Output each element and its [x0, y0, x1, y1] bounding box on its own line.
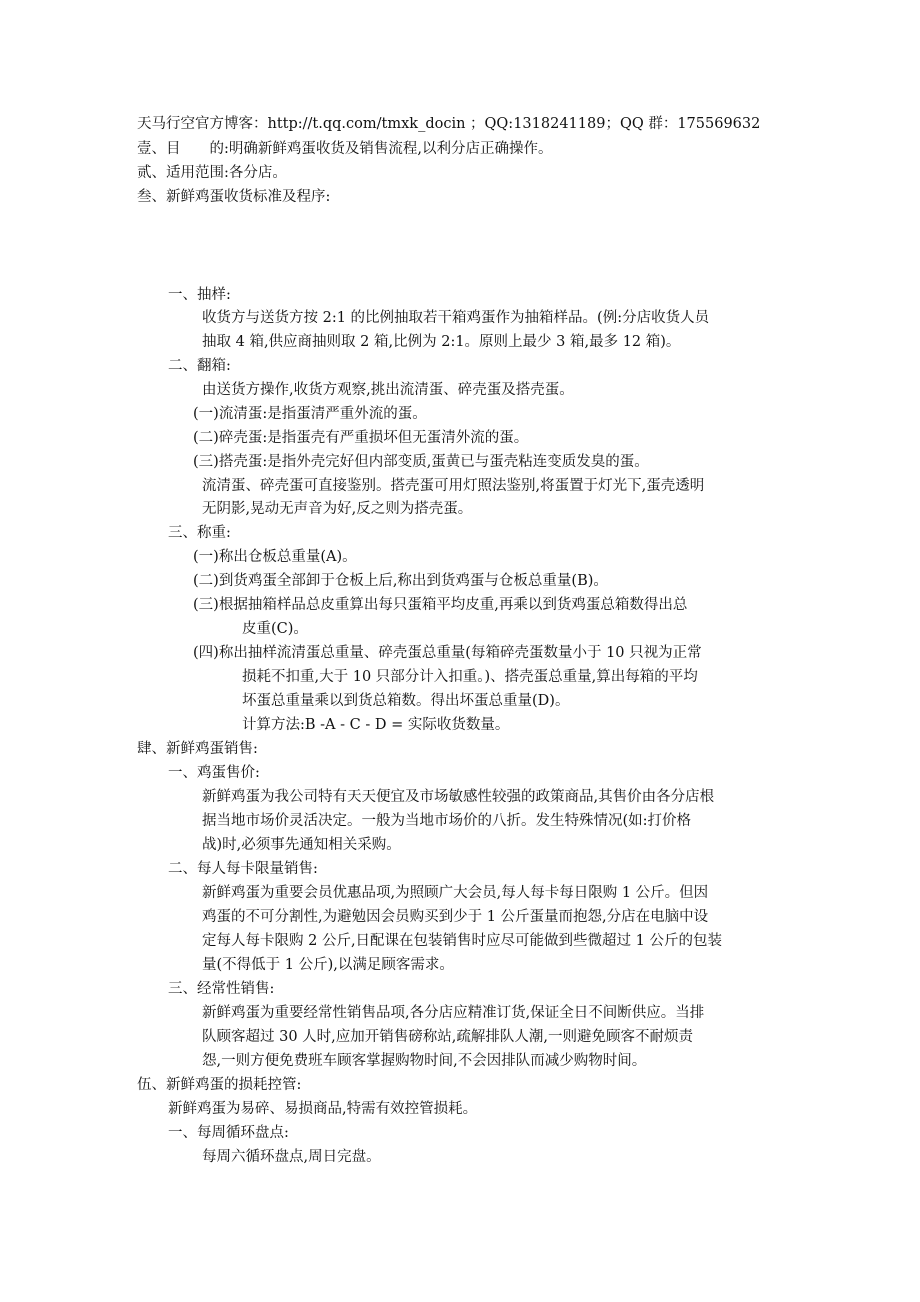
paragraph-line: 收货方与送货方按 2:1 的比例抽取若干箱鸡蛋作为抽箱样品。(例:分店收货人员: [202, 310, 710, 326]
paragraph-line: 战)时,必须事先通知相关采购。: [202, 837, 401, 853]
list-item: (三)搭壳蛋:是指外壳完好但内部变质,蛋黄已与蛋壳粘连变质发臭的蛋。: [193, 454, 649, 470]
section-loss-heading: 伍、新鲜鸡蛋的损耗控管:: [137, 1077, 302, 1093]
paragraph-line: 新鲜鸡蛋为重要会员优惠品项,为照顾广大会员,每人每卡每日限购 1 公斤。但因: [202, 885, 709, 901]
section-purpose: 壹、目 的:明确新鲜鸡蛋收货及销售流程,以利分店正确操作。: [137, 141, 553, 157]
section-sales-heading: 肆、新鲜鸡蛋销售:: [137, 741, 258, 757]
list-item: (一)称出仓板总重量(A)。: [193, 549, 357, 565]
paragraph-line: 新鲜鸡蛋为重要经常性销售品项,各分店应精准订货,保证全日不间断供应。当排: [202, 1005, 705, 1021]
weighing-heading: 三、称重:: [168, 525, 231, 541]
paragraph-line: 抽取 4 箱,供应商抽则取 2 箱,比例为 2:1。原则上最少 3 箱,最多 12 箱)。: [202, 334, 681, 350]
list-item: (二)碎壳蛋:是指蛋壳有严重损坏但无蛋清外流的蛋。: [193, 430, 529, 446]
paragraph-line: 量(不得低于 1 公斤),以满足顾客需求。: [202, 957, 454, 973]
section-scope: 贰、适用范围:各分店。: [137, 165, 287, 181]
list-item-continuation: 皮重(C)。: [242, 621, 308, 637]
price-heading: 一、鸡蛋售价:: [168, 765, 260, 781]
list-item-continuation: 损耗不扣重,大于 10 只部分计入扣重。)、搭壳蛋总重量,算出每箱的平均: [242, 669, 698, 685]
formula-line: 计算方法:B -A - C - D = 实际收货数量。: [242, 717, 510, 733]
paragraph-line: 每周六循环盘点,周日完盘。: [202, 1149, 381, 1165]
paragraph-line: 流清蛋、碎壳蛋可直接鉴别。搭壳蛋可用灯照法鉴别,将蛋置于灯光下,蛋壳透明: [202, 478, 705, 494]
inventory-heading: 一、每周循环盘点:: [168, 1125, 289, 1141]
list-item-continuation: 坏蛋总重量乘以到货总箱数。得出坏蛋总重量(D)。: [242, 693, 570, 709]
paragraph-line: 鸡蛋的不可分割性,为避勉因会员购买到少于 1 公斤蛋量而抱怨,分店在电脑中设: [202, 909, 709, 925]
header-contact: 天马行空官方博客：http://t.qq.com/tmxk_docin ；QQ:1318241189；QQ 群：175569632: [137, 116, 761, 132]
paragraph-line: 怨,一则方便免费班车顾客掌握购物时间,不会因排队而减少购物时间。: [202, 1053, 647, 1069]
sampling-heading: 一、抽样:: [168, 287, 231, 303]
list-item: (三)根据抽箱样品总皮重算出每只蛋箱平均皮重,再乘以到货鸡蛋总箱数得出总: [193, 597, 688, 613]
paragraph-line: 新鲜鸡蛋为易碎、易损商品,特需有效控管损耗。: [168, 1101, 478, 1117]
list-item: (二)到货鸡蛋全部卸于仓板上后,称出到货鸡蛋与仓板总重量(B)。: [193, 573, 608, 589]
section-receiving-heading: 叁、新鲜鸡蛋收货标准及程序:: [137, 189, 331, 205]
regular-sales-heading: 三、经常性销售:: [168, 981, 275, 997]
paragraph-line: 新鲜鸡蛋为我公司特有天天便宜及市场敏感性较强的政策商品,其售价由各分店根: [202, 789, 715, 805]
paragraph-line: 据当地市场价灵活决定。一般为当地市场价的八折。发生特殊情况(如:打价格: [202, 813, 692, 829]
paragraph-line: 无阴影,晃动无声音为好,反之则为搭壳蛋。: [202, 501, 473, 517]
list-item: (四)称出抽样流清蛋总重量、碎壳蛋总重量(每箱碎壳蛋数量小于 10 只视为正常: [193, 645, 702, 661]
list-item: (一)流清蛋:是指蛋清严重外流的蛋。: [193, 406, 427, 422]
limit-heading: 二、每人每卡限量销售:: [168, 861, 318, 877]
flipping-heading: 二、翻箱:: [168, 358, 231, 374]
paragraph-line: 由送货方操作,收货方观察,挑出流清蛋、碎壳蛋及搭壳蛋。: [202, 382, 574, 398]
paragraph-line: 定每人每卡限购 2 公斤,日配课在包装销售时应尽可能做到些微超过 1 公斤的包装: [202, 933, 722, 949]
paragraph-line: 队顾客超过 30 人时,应加开销售磅称站,疏解排队人潮,一则避免顾客不耐烦责: [202, 1029, 693, 1045]
